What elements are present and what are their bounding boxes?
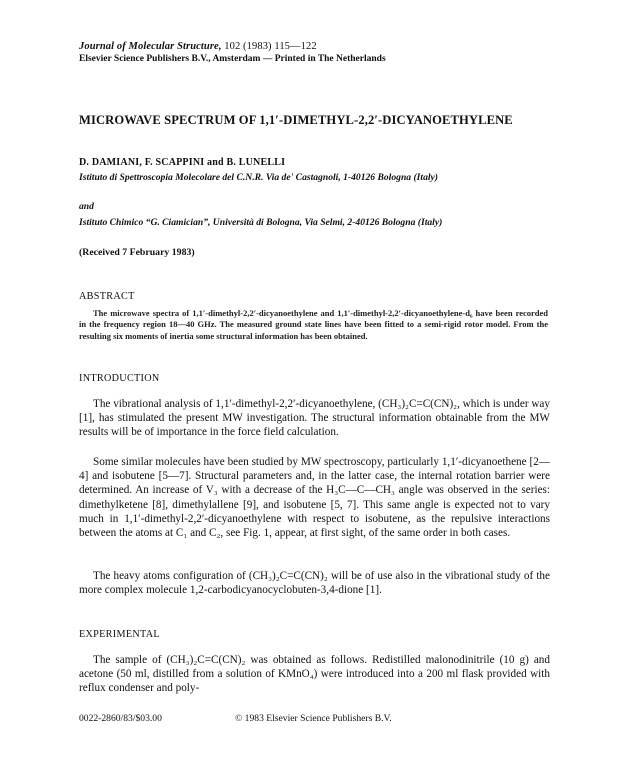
abstract-body xyxy=(79,308,548,342)
journal-citation xyxy=(79,41,317,53)
footer-copyright: © 1983 Elsevier Science Publishers B.V. xyxy=(235,713,392,724)
journal-name: Journal of Molecular Structure, xyxy=(79,41,222,52)
affiliation-and: and xyxy=(79,201,94,212)
experimental-paragraph-1 xyxy=(79,653,550,696)
introduction-heading: INTRODUCTION xyxy=(79,373,160,384)
intro-paragraph-3 xyxy=(79,569,550,597)
received-date: (Received 7 February 1983) xyxy=(79,247,195,258)
abstract-text: The microwave spectra of 1,1′-dimethyl-2,2′-dicyanoethylene and 1,1′-dimethyl-2,2′-dicyanoethylene-d₆ have been recorded in the frequency region 18—40 GHz. The measured ground state lines have been fitted to a semi-rigid rotor model. From the resulting six moments of inertia some structural information has been obtained. xyxy=(79,308,548,341)
journal-volume: 102 (1983) 115—122 xyxy=(224,41,317,52)
experimental-paragraph-1-text: The sample of (CH₃)₂C=C(CN)₂ was obtained as follows. Redistilled malonodinitrile (10 g) and acetone (50 ml, distilled from a solution of KMnO₄) were introduced into a 200 ml flask provided with reflux condenser and poly- xyxy=(79,654,550,695)
intro-paragraph-1 xyxy=(79,397,550,440)
experimental-heading: EXPERIMENTAL xyxy=(79,629,160,640)
publisher-line: Elsevier Science Publishers B.V., Amsterdam — Printed in The Netherlands xyxy=(79,54,386,64)
affiliation-2: Istituto Chimico “G. Ciamician”, Università di Bologna, Via Selmi, 2-40126 Bologna (Italy) xyxy=(79,217,443,228)
intro-paragraph-3-text: The heavy atoms configuration of (CH₃)₂C=C(CN)₂ will be of use also in the vibrational study of the more complex molecule 1,2-carbodicyanocyclobuten-3,4-dione [1]. xyxy=(79,570,550,597)
abstract-heading: ABSTRACT xyxy=(79,291,135,302)
intro-paragraph-1-text: The vibrational analysis of 1,1′-dimethyl-2,2′-dicyanoethylene, (CH₃)₂C=C(CN)₂, which is under way [1], has stimulated the present MW investigation. The structural information obtainable from the MW results will be of importance in the force field calculation. xyxy=(79,398,550,439)
authors: D. DAMIANI, F. SCAPPINI and B. LUNELLI xyxy=(79,157,286,168)
affiliation-1: Istituto di Spettroscopia Molecolare del C.N.R. Via de' Castagnoli, 1-40126 Bologna (Italy) xyxy=(79,172,438,183)
footer-code: 0022-2860/83/$03.00 xyxy=(79,713,162,724)
intro-paragraph-2-text: Some similar molecules have been studied by MW spectroscopy, particularly 1,1′-dicyanoethene [2—4] and isobutene [5—7]. Structural parameters and, in the latter case, the internal rotation barrier were determined. An increase of V₃ with a decrease of the H₃C—C—CH₃ angle was observed in the series: dimethylketene [8], dimethylallene [9], and isobutene [5, 7]. This same angle is expected not to vary much in 1,1′-dimethyl-2,2′-dicyanoethylene with respect to isobutene, as the repulsive interactions between the atoms at C₁ and C₂, see Fig. 1, appear, at first sight, of the same order in both cases. xyxy=(79,456,550,540)
intro-paragraph-2 xyxy=(79,455,550,540)
article-title: MICROWAVE SPECTRUM OF 1,1′-DIMETHYL-2,2′-DICYANOETHYLENE xyxy=(79,113,513,127)
